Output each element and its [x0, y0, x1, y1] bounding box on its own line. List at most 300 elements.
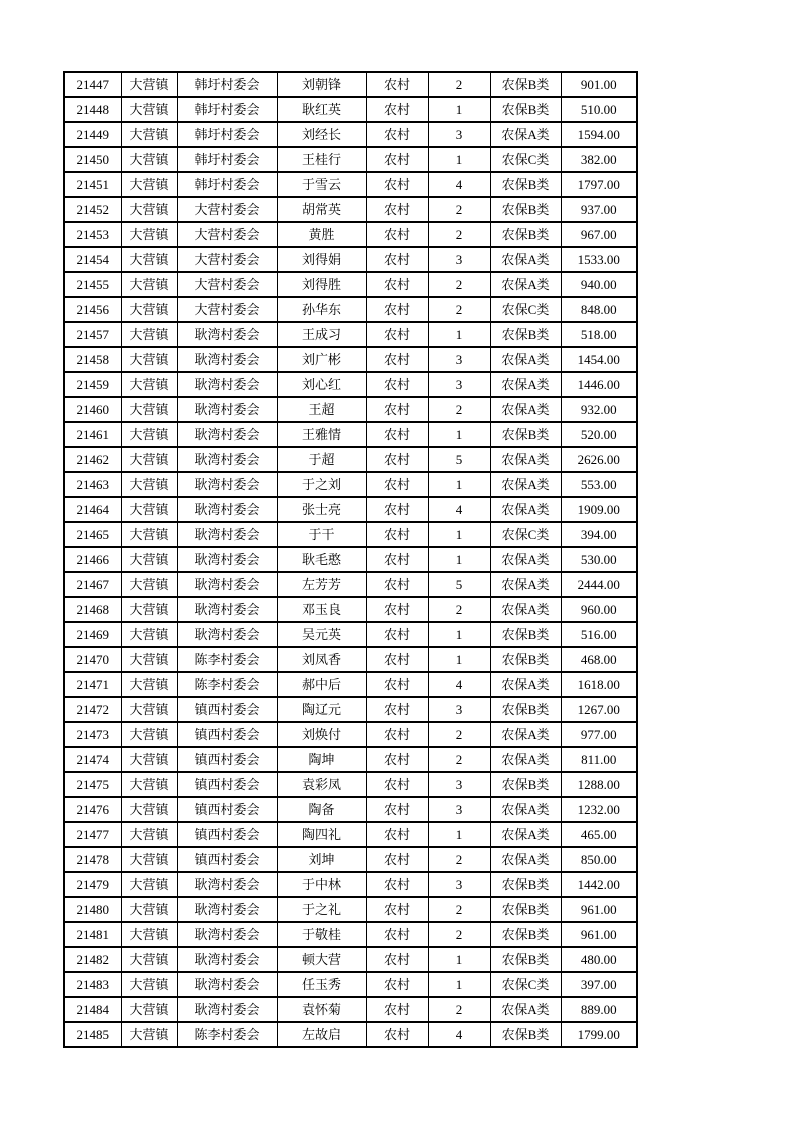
table-row — [64, 947, 637, 972]
cell-town: 大营镇 — [121, 622, 177, 647]
cell-person-count: 2 — [428, 197, 490, 222]
cell-record-id: 21462 — [64, 447, 121, 472]
table-row — [64, 347, 637, 372]
cell-person-name: 陶坤 — [277, 747, 366, 772]
cell-amount: 967.00 — [561, 222, 637, 247]
cell-amount: 1909.00 — [561, 497, 637, 522]
cell-person-name: 邓玉良 — [277, 597, 366, 622]
cell-person-name: 于之礼 — [277, 897, 366, 922]
cell-person-count: 4 — [428, 497, 490, 522]
cell-town: 大营镇 — [121, 147, 177, 172]
cell-amount: 1533.00 — [561, 247, 637, 272]
cell-person-count: 3 — [428, 347, 490, 372]
cell-town: 大营镇 — [121, 972, 177, 997]
cell-insurance-category: 农保A类 — [490, 247, 561, 272]
cell-amount: 516.00 — [561, 622, 637, 647]
cell-household-type: 农村 — [366, 97, 428, 122]
table-row — [64, 572, 637, 597]
table-row — [64, 497, 637, 522]
cell-village-committee: 耿湾村委会 — [177, 897, 277, 922]
cell-record-id: 21449 — [64, 122, 121, 147]
cell-town: 大营镇 — [121, 922, 177, 947]
cell-person-name: 刘得娟 — [277, 247, 366, 272]
cell-record-id: 21451 — [64, 172, 121, 197]
cell-insurance-category: 农保A类 — [490, 447, 561, 472]
cell-person-count: 1 — [428, 472, 490, 497]
cell-person-count: 2 — [428, 272, 490, 297]
cell-town: 大营镇 — [121, 997, 177, 1022]
cell-record-id: 21454 — [64, 247, 121, 272]
cell-household-type: 农村 — [366, 672, 428, 697]
cell-insurance-category: 农保A类 — [490, 547, 561, 572]
cell-amount: 1267.00 — [561, 697, 637, 722]
cell-amount: 553.00 — [561, 472, 637, 497]
cell-person-name: 刘朝锋 — [277, 72, 366, 97]
cell-person-count: 2 — [428, 397, 490, 422]
cell-village-committee: 耿湾村委会 — [177, 347, 277, 372]
table-row — [64, 772, 637, 797]
cell-insurance-category: 农保B类 — [490, 222, 561, 247]
cell-record-id: 21474 — [64, 747, 121, 772]
cell-insurance-category: 农保B类 — [490, 1022, 561, 1047]
cell-amount: 468.00 — [561, 647, 637, 672]
cell-amount: 1442.00 — [561, 872, 637, 897]
cell-insurance-category: 农保A类 — [490, 747, 561, 772]
cell-village-committee: 韩圩村委会 — [177, 122, 277, 147]
cell-amount: 811.00 — [561, 747, 637, 772]
cell-village-committee: 耿湾村委会 — [177, 397, 277, 422]
table-row — [64, 997, 637, 1022]
cell-town: 大营镇 — [121, 547, 177, 572]
cell-insurance-category: 农保B类 — [490, 97, 561, 122]
cell-insurance-category: 农保B类 — [490, 172, 561, 197]
table-row — [64, 722, 637, 747]
cell-town: 大营镇 — [121, 822, 177, 847]
cell-record-id: 21460 — [64, 397, 121, 422]
cell-person-name: 于干 — [277, 522, 366, 547]
cell-village-committee: 大营村委会 — [177, 197, 277, 222]
cell-person-count: 4 — [428, 672, 490, 697]
cell-record-id: 21481 — [64, 922, 121, 947]
cell-amount: 1454.00 — [561, 347, 637, 372]
table-body — [64, 72, 637, 1047]
cell-person-count: 2 — [428, 897, 490, 922]
table-row — [64, 97, 637, 122]
cell-town: 大营镇 — [121, 797, 177, 822]
cell-village-committee: 耿湾村委会 — [177, 922, 277, 947]
cell-amount: 1799.00 — [561, 1022, 637, 1047]
cell-amount: 940.00 — [561, 272, 637, 297]
cell-person-count: 2 — [428, 997, 490, 1022]
cell-record-id: 21465 — [64, 522, 121, 547]
cell-person-count: 2 — [428, 847, 490, 872]
cell-household-type: 农村 — [366, 497, 428, 522]
cell-record-id: 21452 — [64, 197, 121, 222]
cell-amount: 961.00 — [561, 922, 637, 947]
table-row — [64, 147, 637, 172]
table-row — [64, 672, 637, 697]
table-row — [64, 972, 637, 997]
cell-amount: 960.00 — [561, 597, 637, 622]
cell-insurance-category: 农保A类 — [490, 822, 561, 847]
cell-village-committee: 韩圩村委会 — [177, 97, 277, 122]
cell-town: 大营镇 — [121, 372, 177, 397]
cell-household-type: 农村 — [366, 322, 428, 347]
cell-village-committee: 大营村委会 — [177, 222, 277, 247]
table-row — [64, 222, 637, 247]
table-row — [64, 72, 637, 97]
cell-person-count: 2 — [428, 297, 490, 322]
table-row — [64, 247, 637, 272]
cell-record-id: 21471 — [64, 672, 121, 697]
cell-village-committee: 耿湾村委会 — [177, 572, 277, 597]
cell-town: 大营镇 — [121, 597, 177, 622]
cell-village-committee: 耿湾村委会 — [177, 522, 277, 547]
cell-household-type: 农村 — [366, 772, 428, 797]
cell-household-type: 农村 — [366, 897, 428, 922]
table-row — [64, 122, 637, 147]
cell-person-count: 2 — [428, 747, 490, 772]
cell-household-type: 农村 — [366, 522, 428, 547]
cell-household-type: 农村 — [366, 722, 428, 747]
table-row — [64, 322, 637, 347]
cell-insurance-category: 农保A类 — [490, 347, 561, 372]
cell-insurance-category: 农保B类 — [490, 772, 561, 797]
cell-town: 大营镇 — [121, 122, 177, 147]
cell-person-name: 刘得胜 — [277, 272, 366, 297]
cell-village-committee: 镇西村委会 — [177, 722, 277, 747]
table-row — [64, 197, 637, 222]
cell-household-type: 农村 — [366, 472, 428, 497]
cell-person-count: 1 — [428, 822, 490, 847]
cell-person-count: 1 — [428, 147, 490, 172]
cell-person-name: 袁彩凤 — [277, 772, 366, 797]
cell-person-count: 3 — [428, 122, 490, 147]
cell-person-count: 2 — [428, 222, 490, 247]
cell-record-id: 21470 — [64, 647, 121, 672]
cell-insurance-category: 农保A类 — [490, 497, 561, 522]
cell-amount: 480.00 — [561, 947, 637, 972]
cell-person-name: 于中林 — [277, 872, 366, 897]
cell-record-id: 21473 — [64, 722, 121, 747]
cell-town: 大营镇 — [121, 497, 177, 522]
cell-person-count: 2 — [428, 722, 490, 747]
cell-record-id: 21456 — [64, 297, 121, 322]
cell-village-committee: 耿湾村委会 — [177, 547, 277, 572]
cell-person-name: 刘凤香 — [277, 647, 366, 672]
cell-person-name: 刘心红 — [277, 372, 366, 397]
cell-person-count: 1 — [428, 547, 490, 572]
cell-person-name: 于雪云 — [277, 172, 366, 197]
cell-town: 大营镇 — [121, 647, 177, 672]
cell-person-name: 刘坤 — [277, 847, 366, 872]
cell-record-id: 21448 — [64, 97, 121, 122]
cell-amount: 889.00 — [561, 997, 637, 1022]
cell-person-count: 1 — [428, 647, 490, 672]
table-row — [64, 447, 637, 472]
cell-amount: 848.00 — [561, 297, 637, 322]
cell-insurance-category: 农保C类 — [490, 972, 561, 997]
cell-person-count: 3 — [428, 247, 490, 272]
cell-household-type: 农村 — [366, 222, 428, 247]
table-row — [64, 372, 637, 397]
cell-town: 大营镇 — [121, 197, 177, 222]
cell-person-count: 1 — [428, 947, 490, 972]
cell-amount: 2444.00 — [561, 572, 637, 597]
cell-insurance-category: 农保B类 — [490, 622, 561, 647]
cell-insurance-category: 农保A类 — [490, 397, 561, 422]
cell-amount: 1288.00 — [561, 772, 637, 797]
cell-person-count: 4 — [428, 1022, 490, 1047]
cell-household-type: 农村 — [366, 922, 428, 947]
table-row — [64, 647, 637, 672]
cell-person-name: 张士亮 — [277, 497, 366, 522]
cell-insurance-category: 农保A类 — [490, 122, 561, 147]
table-row — [64, 397, 637, 422]
cell-record-id: 21478 — [64, 847, 121, 872]
cell-town: 大营镇 — [121, 447, 177, 472]
cell-village-committee: 大营村委会 — [177, 272, 277, 297]
cell-town: 大营镇 — [121, 697, 177, 722]
cell-village-committee: 陈李村委会 — [177, 1022, 277, 1047]
cell-insurance-category: 农保A类 — [490, 472, 561, 497]
cell-insurance-category: 农保B类 — [490, 922, 561, 947]
table-row — [64, 697, 637, 722]
cell-town: 大营镇 — [121, 397, 177, 422]
cell-insurance-category: 农保A类 — [490, 797, 561, 822]
cell-amount: 1446.00 — [561, 372, 637, 397]
cell-town: 大营镇 — [121, 897, 177, 922]
cell-record-id: 21469 — [64, 622, 121, 647]
cell-record-id: 21458 — [64, 347, 121, 372]
cell-household-type: 农村 — [366, 572, 428, 597]
cell-insurance-category: 农保B类 — [490, 322, 561, 347]
cell-person-name: 任玉秀 — [277, 972, 366, 997]
cell-person-count: 3 — [428, 372, 490, 397]
cell-amount: 1232.00 — [561, 797, 637, 822]
table-row — [64, 822, 637, 847]
cell-person-count: 3 — [428, 872, 490, 897]
cell-record-id: 21477 — [64, 822, 121, 847]
cell-village-committee: 镇西村委会 — [177, 822, 277, 847]
cell-record-id: 21480 — [64, 897, 121, 922]
cell-record-id: 21450 — [64, 147, 121, 172]
cell-village-committee: 大营村委会 — [177, 297, 277, 322]
cell-record-id: 21447 — [64, 72, 121, 97]
cell-record-id: 21475 — [64, 772, 121, 797]
cell-record-id: 21468 — [64, 597, 121, 622]
cell-town: 大营镇 — [121, 772, 177, 797]
cell-village-committee: 镇西村委会 — [177, 747, 277, 772]
table-row — [64, 547, 637, 572]
cell-town: 大营镇 — [121, 272, 177, 297]
cell-insurance-category: 农保C类 — [490, 297, 561, 322]
cell-village-committee: 耿湾村委会 — [177, 597, 277, 622]
cell-village-committee: 耿湾村委会 — [177, 472, 277, 497]
table-row — [64, 747, 637, 772]
cell-village-committee: 耿湾村委会 — [177, 997, 277, 1022]
cell-person-name: 耿红英 — [277, 97, 366, 122]
cell-person-name: 王雅情 — [277, 422, 366, 447]
cell-record-id: 21457 — [64, 322, 121, 347]
cell-amount: 937.00 — [561, 197, 637, 222]
cell-household-type: 农村 — [366, 247, 428, 272]
cell-person-count: 5 — [428, 447, 490, 472]
cell-person-name: 孙华东 — [277, 297, 366, 322]
cell-insurance-category: 农保A类 — [490, 572, 561, 597]
cell-town: 大营镇 — [121, 222, 177, 247]
cell-household-type: 农村 — [366, 972, 428, 997]
cell-record-id: 21461 — [64, 422, 121, 447]
cell-village-committee: 陈李村委会 — [177, 647, 277, 672]
cell-person-name: 于敬桂 — [277, 922, 366, 947]
cell-village-committee: 韩圩村委会 — [177, 72, 277, 97]
cell-amount: 520.00 — [561, 422, 637, 447]
table-row — [64, 272, 637, 297]
cell-village-committee: 韩圩村委会 — [177, 147, 277, 172]
table-row — [64, 847, 637, 872]
cell-record-id: 21485 — [64, 1022, 121, 1047]
cell-amount: 961.00 — [561, 897, 637, 922]
cell-person-count: 1 — [428, 522, 490, 547]
cell-household-type: 农村 — [366, 72, 428, 97]
cell-amount: 382.00 — [561, 147, 637, 172]
table-row — [64, 872, 637, 897]
cell-town: 大营镇 — [121, 422, 177, 447]
cell-person-count: 2 — [428, 922, 490, 947]
table-row — [64, 297, 637, 322]
cell-record-id: 21482 — [64, 947, 121, 972]
cell-person-count: 5 — [428, 572, 490, 597]
cell-amount: 465.00 — [561, 822, 637, 847]
cell-household-type: 农村 — [366, 747, 428, 772]
cell-person-name: 袁怀菊 — [277, 997, 366, 1022]
cell-record-id: 21472 — [64, 697, 121, 722]
cell-village-committee: 耿湾村委会 — [177, 497, 277, 522]
cell-record-id: 21476 — [64, 797, 121, 822]
table-row — [64, 922, 637, 947]
cell-insurance-category: 农保C类 — [490, 147, 561, 172]
cell-household-type: 农村 — [366, 872, 428, 897]
cell-village-committee: 镇西村委会 — [177, 797, 277, 822]
cell-town: 大营镇 — [121, 97, 177, 122]
table-row — [64, 472, 637, 497]
cell-amount: 510.00 — [561, 97, 637, 122]
cell-town: 大营镇 — [121, 347, 177, 372]
cell-person-name: 左芳芳 — [277, 572, 366, 597]
cell-person-count: 1 — [428, 322, 490, 347]
cell-town: 大营镇 — [121, 522, 177, 547]
cell-village-committee: 耿湾村委会 — [177, 422, 277, 447]
cell-amount: 1594.00 — [561, 122, 637, 147]
cell-amount: 530.00 — [561, 547, 637, 572]
cell-person-name: 黄胜 — [277, 222, 366, 247]
cell-village-committee: 耿湾村委会 — [177, 322, 277, 347]
cell-village-committee: 耿湾村委会 — [177, 622, 277, 647]
cell-person-name: 于之刘 — [277, 472, 366, 497]
cell-person-name: 于超 — [277, 447, 366, 472]
cell-village-committee: 韩圩村委会 — [177, 172, 277, 197]
cell-person-count: 2 — [428, 72, 490, 97]
cell-record-id: 21464 — [64, 497, 121, 522]
cell-household-type: 农村 — [366, 597, 428, 622]
table-row — [64, 422, 637, 447]
cell-record-id: 21467 — [64, 572, 121, 597]
cell-household-type: 农村 — [366, 822, 428, 847]
cell-person-name: 王桂行 — [277, 147, 366, 172]
cell-household-type: 农村 — [366, 797, 428, 822]
table-row — [64, 522, 637, 547]
cell-insurance-category: 农保B类 — [490, 897, 561, 922]
cell-person-name: 陶四礼 — [277, 822, 366, 847]
cell-record-id: 21483 — [64, 972, 121, 997]
cell-household-type: 农村 — [366, 647, 428, 672]
cell-person-count: 3 — [428, 797, 490, 822]
cell-amount: 932.00 — [561, 397, 637, 422]
cell-person-name: 王成习 — [277, 322, 366, 347]
cell-town: 大营镇 — [121, 747, 177, 772]
cell-insurance-category: 农保B类 — [490, 647, 561, 672]
cell-person-count: 3 — [428, 697, 490, 722]
table-row — [64, 172, 637, 197]
cell-household-type: 农村 — [366, 997, 428, 1022]
cell-household-type: 农村 — [366, 197, 428, 222]
cell-amount: 1797.00 — [561, 172, 637, 197]
cell-household-type: 农村 — [366, 447, 428, 472]
benefits-table — [63, 71, 638, 1048]
cell-town: 大营镇 — [121, 322, 177, 347]
cell-household-type: 农村 — [366, 122, 428, 147]
cell-town: 大营镇 — [121, 247, 177, 272]
cell-amount: 2626.00 — [561, 447, 637, 472]
table-row — [64, 1022, 637, 1047]
cell-village-committee: 耿湾村委会 — [177, 872, 277, 897]
cell-record-id: 21455 — [64, 272, 121, 297]
cell-household-type: 农村 — [366, 147, 428, 172]
cell-town: 大营镇 — [121, 872, 177, 897]
cell-insurance-category: 农保B类 — [490, 872, 561, 897]
cell-town: 大营镇 — [121, 672, 177, 697]
cell-person-name: 郝中后 — [277, 672, 366, 697]
cell-record-id: 21453 — [64, 222, 121, 247]
cell-person-count: 1 — [428, 972, 490, 997]
cell-household-type: 农村 — [366, 397, 428, 422]
cell-person-count: 4 — [428, 172, 490, 197]
cell-village-committee: 镇西村委会 — [177, 772, 277, 797]
cell-insurance-category: 农保A类 — [490, 272, 561, 297]
cell-village-committee: 耿湾村委会 — [177, 947, 277, 972]
cell-town: 大营镇 — [121, 72, 177, 97]
cell-insurance-category: 农保C类 — [490, 522, 561, 547]
table-row — [64, 897, 637, 922]
cell-record-id: 21479 — [64, 872, 121, 897]
cell-record-id: 21484 — [64, 997, 121, 1022]
cell-town: 大营镇 — [121, 472, 177, 497]
cell-village-committee: 大营村委会 — [177, 247, 277, 272]
cell-amount: 901.00 — [561, 72, 637, 97]
cell-town: 大营镇 — [121, 172, 177, 197]
cell-insurance-category: 农保A类 — [490, 997, 561, 1022]
cell-town: 大营镇 — [121, 722, 177, 747]
table-row — [64, 797, 637, 822]
cell-household-type: 农村 — [366, 272, 428, 297]
cell-amount: 397.00 — [561, 972, 637, 997]
cell-person-count: 1 — [428, 622, 490, 647]
table-row — [64, 597, 637, 622]
cell-person-name: 王超 — [277, 397, 366, 422]
cell-village-committee: 镇西村委会 — [177, 847, 277, 872]
table-row — [64, 622, 637, 647]
